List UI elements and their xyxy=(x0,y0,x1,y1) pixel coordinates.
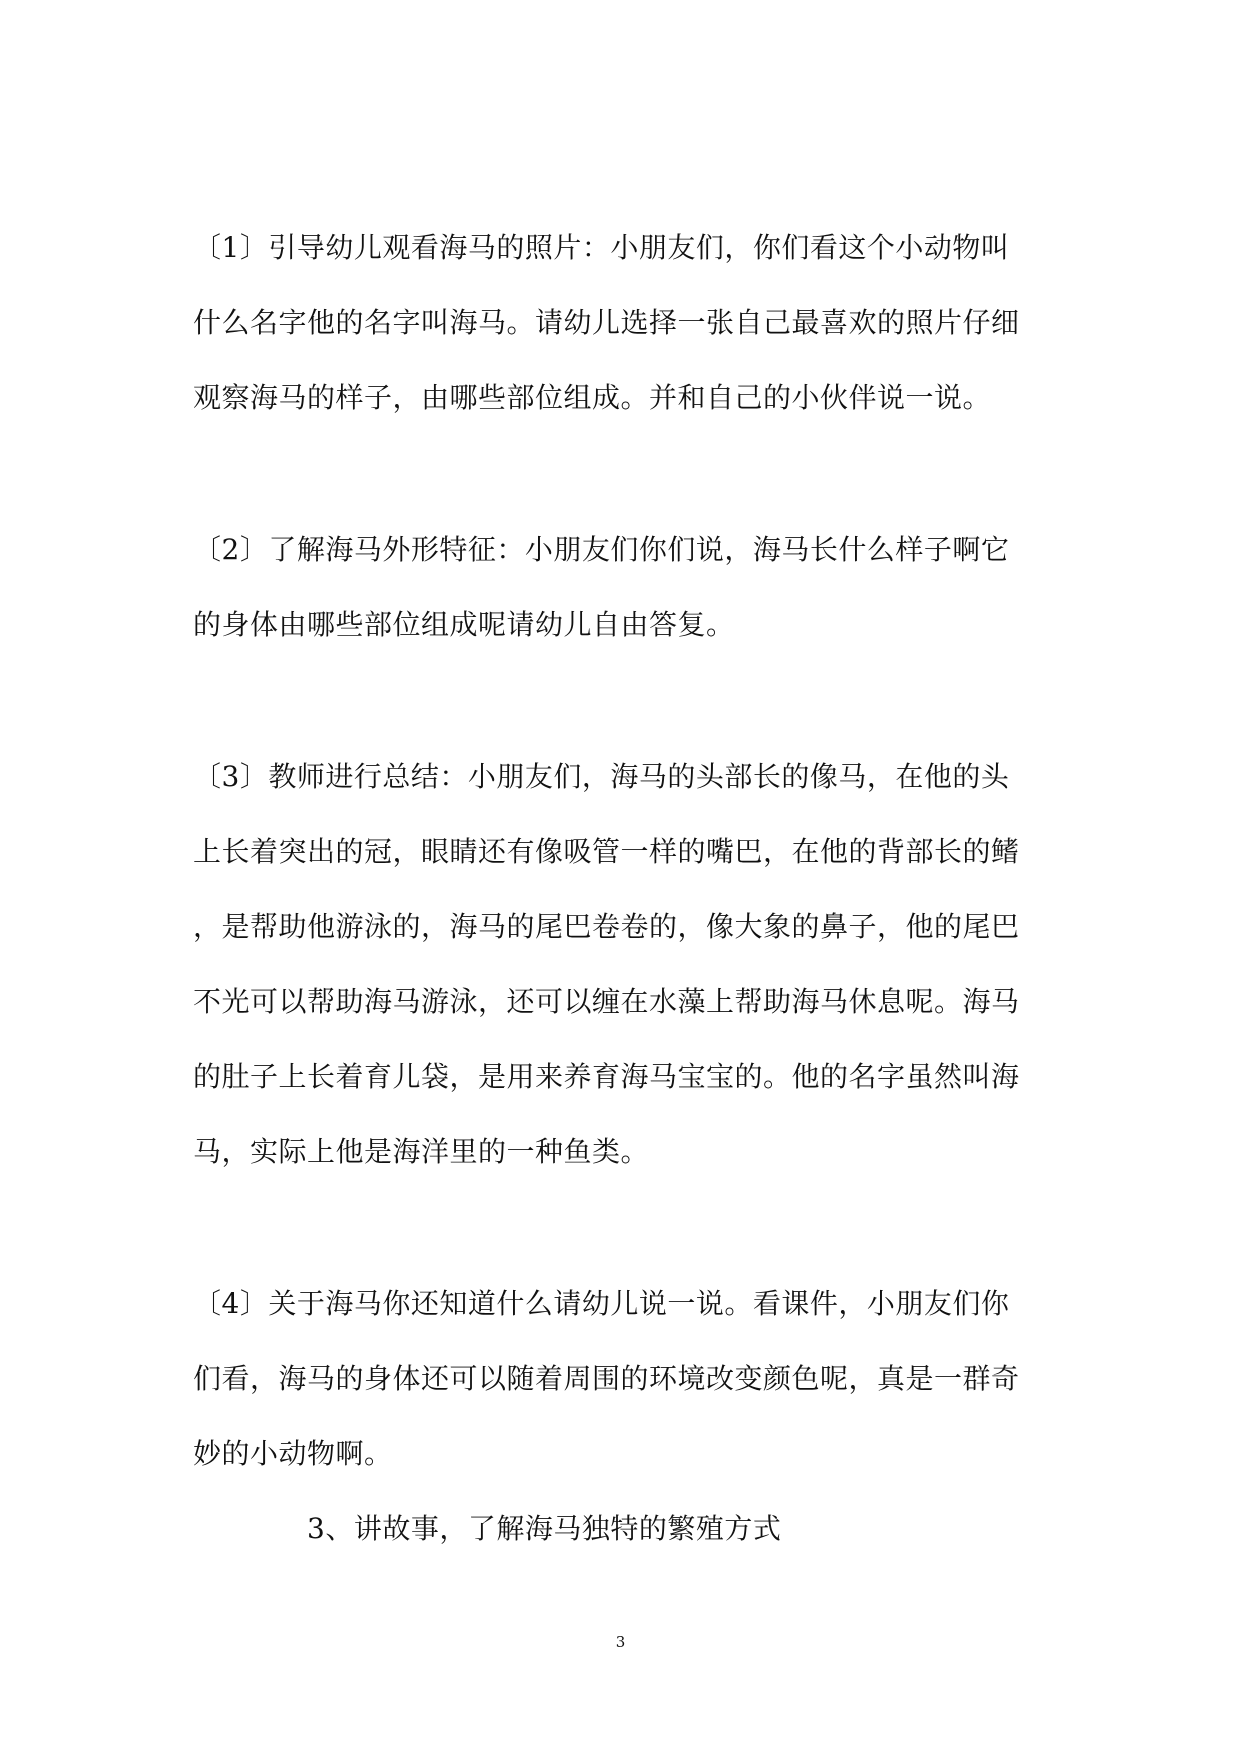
section-heading: 3、讲故事，了解海马独特的繁殖方式 xyxy=(307,1512,782,1545)
paragraph-3-line-1: 〔3〕教师进行总结：小朋友们，海马的头部长的像马，在他的头 xyxy=(193,760,1010,793)
paragraph-4-line-3: 妙的小动物啊。 xyxy=(193,1437,393,1470)
paragraph-3-line-2: 上长着突出的冠，眼睛还有像吸管一样的嘴巴，在他的背部长的鳍 xyxy=(193,835,1020,868)
paragraph-3-line-4: 不光可以帮助海马游泳，还可以缠在水藻上帮助海马休息呢。海马 xyxy=(193,985,1020,1018)
paragraph-2-line-1: 〔2〕了解海马外形特征：小朋友们你们说，海马长什么样子啊它 xyxy=(193,533,1010,566)
paragraph-3-line-6: 马，实际上他是海洋里的一种鱼类。 xyxy=(193,1135,650,1168)
paragraph-3-line-3: ，是帮助他游泳的，海马的尾巴卷卷的，像大象的鼻子，他的尾巴 xyxy=(193,910,1020,943)
paragraph-4-line-1: 〔4〕关于海马你还知道什么请幼儿说一说。看课件，小朋友们你 xyxy=(193,1287,1010,1320)
paragraph-1-line-2: 什么名字他的名字叫海马。请幼儿选择一张自己最喜欢的照片仔细 xyxy=(193,306,1020,339)
paragraph-2-line-2: 的身体由哪些部位组成呢请幼儿自由答复。 xyxy=(193,608,735,641)
paragraph-1-line-1: 〔1〕引导幼儿观看海马的照片：小朋友们，你们看这个小动物叫 xyxy=(193,231,1010,264)
page-number: 3 xyxy=(615,1633,626,1651)
paragraph-4-line-2: 们看，海马的身体还可以随着周围的环境改变颜色呢，真是一群奇 xyxy=(193,1362,1020,1395)
paragraph-3-line-5: 的肚子上长着育儿袋，是用来养育海马宝宝的。他的名字虽然叫海 xyxy=(193,1060,1020,1093)
paragraph-1-line-3: 观察海马的样子，由哪些部位组成。并和自己的小伙伴说一说。 xyxy=(193,381,992,414)
